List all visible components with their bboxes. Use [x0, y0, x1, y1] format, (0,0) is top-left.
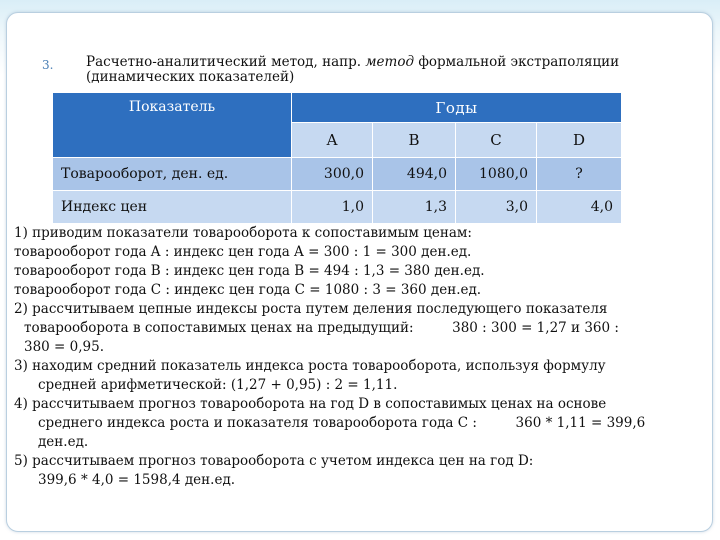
step-1-calc-c: товарооборот года C : индекс цен года C = 1080 : 3 = 360 ден.ед. — [14, 282, 482, 298]
header-years: Годы — [292, 93, 622, 123]
price-index-c: 3,0 — [456, 191, 537, 224]
turnover-c: 1080,0 — [456, 158, 537, 191]
turnover-a: 300,0 — [292, 158, 373, 191]
year-header-c: C — [456, 123, 537, 158]
step-5-result: 399,6 * 4,0 = 1598,4 ден.ед. — [38, 472, 236, 488]
step-2: 2) рассчитываем цепные индексы роста путем деления последующего показателя — [14, 301, 608, 317]
step-5: 5) рассчитываем прогноз товарооборота с учетом индекса цен на год D: — [14, 453, 534, 469]
heading-text-pre: Расчетно-аналитический метод, напр. — [86, 54, 366, 70]
section-heading — [86, 55, 666, 85]
item-number: 3. — [42, 58, 54, 72]
header-indicator: Показатель — [53, 93, 292, 158]
price-index-b: 1,3 — [373, 191, 456, 224]
heading-line-1 — [86, 55, 666, 70]
turnover-b: 494,0 — [373, 158, 456, 191]
step-1: 1) приводим показатели товарооборота к сопоставимым ценам: — [14, 225, 472, 241]
heading-text-post: формальной экстраполяции — [414, 54, 620, 70]
data-table — [52, 92, 622, 224]
turnover-d: ? — [537, 158, 622, 191]
heading-line-2: (динамических показателей) — [86, 69, 295, 85]
price-index-a: 1,0 — [292, 191, 373, 224]
heading-text-italic: метод — [365, 54, 415, 70]
year-header-d: D — [537, 123, 622, 158]
year-header-b: B — [373, 123, 456, 158]
step-2-cont: товарооборота в сопоставимых ценах на предыдущий: 380 : 300 = 1,27 и 360 : — [24, 320, 619, 336]
step-2-result: 380 = 0,95. — [24, 339, 105, 355]
step-4: 4) рассчитываем прогноз товарооборота на год D в сопоставимых ценах на основе — [14, 396, 607, 412]
step-4-cont: среднего индекса роста и показателя товарооборота года C : 360 * 1,11 = 399,6 — [38, 415, 646, 431]
row-label-turnover: Товарооборот, ден. ед. — [53, 158, 292, 191]
solution-steps — [14, 224, 704, 490]
year-header-a: A — [292, 123, 373, 158]
step-3-cont: средней арифметической: (1,27 + 0,95) : 2 = 1,11. — [38, 377, 398, 393]
step-1-calc-a: товарооборот года A : индекс цен года A = 300 : 1 = 300 ден.ед. — [14, 244, 472, 260]
step-4-unit: ден.ед. — [38, 434, 89, 450]
step-1-calc-b: товарооборот года B : индекс цен года B = 494 : 1,3 = 380 ден.ед. — [14, 263, 485, 279]
row-label-price-index: Индекс цен — [53, 191, 292, 224]
step-3: 3) находим средний показатель индекса роста товарооборота, используя формулу — [14, 358, 606, 374]
price-index-d: 4,0 — [537, 191, 622, 224]
